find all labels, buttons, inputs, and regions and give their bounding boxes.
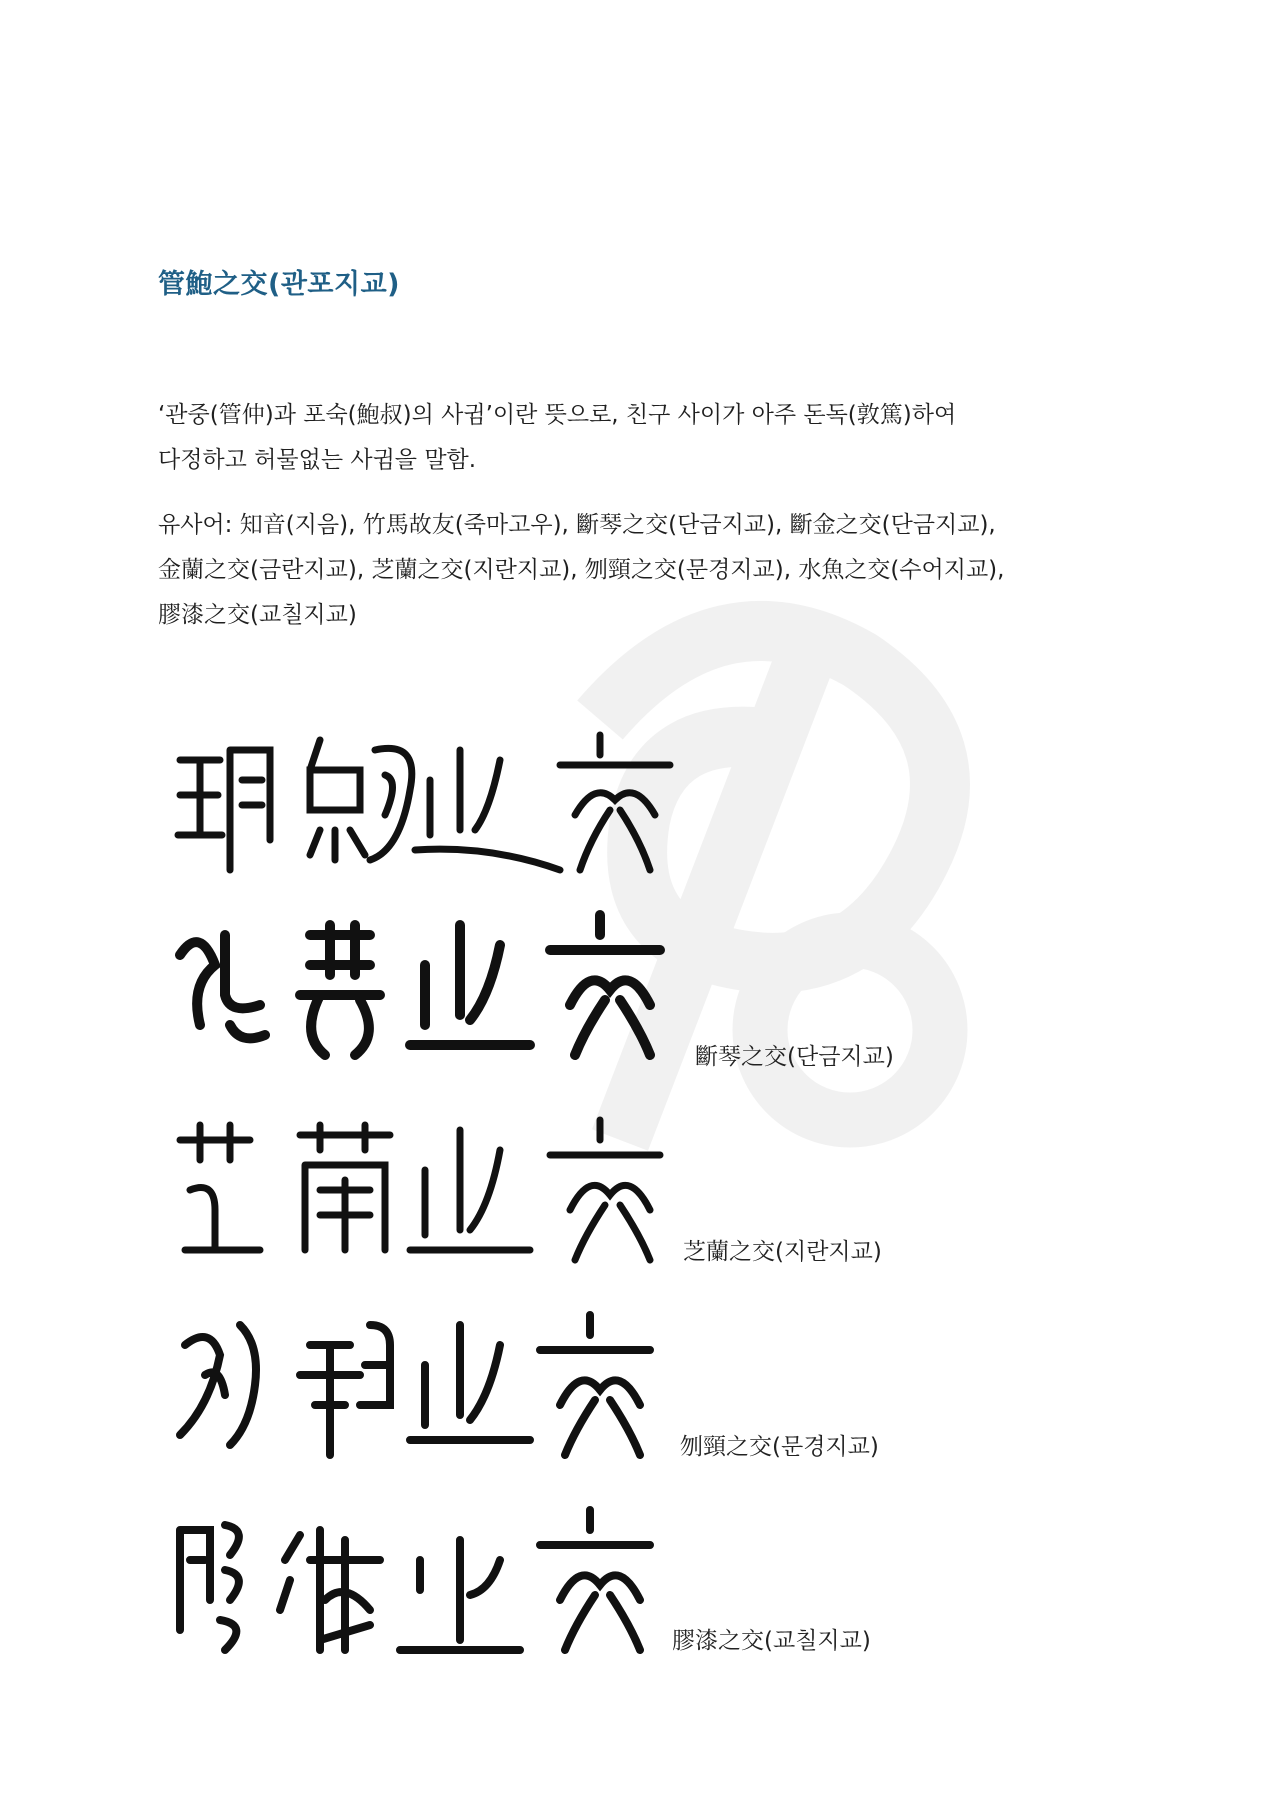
seal-image-gwanpo bbox=[170, 720, 690, 880]
seal-caption: 斷琴之交(단금지교) bbox=[695, 1044, 894, 1070]
seal-image-dangeum bbox=[170, 905, 690, 1065]
seal-image-jiran bbox=[170, 1110, 690, 1270]
watermark-logo bbox=[560, 600, 980, 1160]
seal-caption: 芝蘭之交(지란지교) bbox=[683, 1239, 882, 1265]
synonyms-line: 膠漆之交(교칠지교) bbox=[158, 602, 357, 628]
synonyms-line: 金蘭之交(금란지교), 芝蘭之交(지란지교), 刎頸之交(문경지교), 水魚之交(수어지교), bbox=[158, 557, 1005, 583]
page-title: 管鮑之交(관포지교) bbox=[158, 269, 401, 300]
definition-line: 다정하고 허물없는 사귐을 말함. bbox=[158, 447, 477, 473]
synonyms-line: 유사어: 知音(지음), 竹馬故友(죽마고우), 斷琴之交(단금지교), 斷金之交(단금지교), bbox=[158, 512, 996, 538]
seal-image-mungyeong bbox=[170, 1305, 690, 1465]
seal-image-gyochil bbox=[170, 1500, 690, 1660]
seal-caption: 膠漆之交(교칠지교) bbox=[672, 1628, 871, 1654]
definition-line: ‘관중(管仲)과 포숙(鮑叔)의 사귐’이란 뜻으로, 친구 사이가 아주 돈독(敦篤)하여 bbox=[158, 402, 957, 428]
synonyms-paragraph bbox=[158, 503, 1118, 638]
definition-paragraph bbox=[158, 393, 1118, 483]
seal-caption: 刎頸之交(문경지교) bbox=[680, 1434, 879, 1460]
